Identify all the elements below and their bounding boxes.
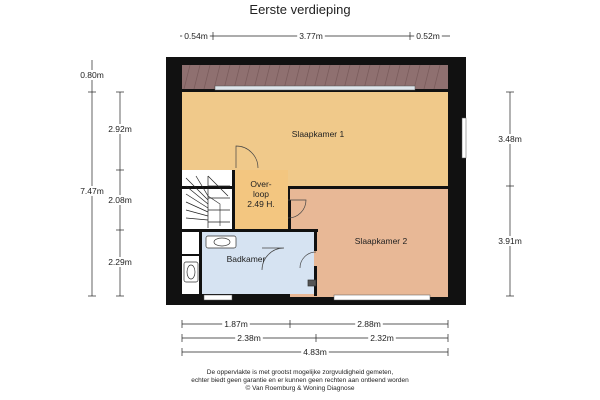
dim-bottom-row1-left: 1.87m <box>224 319 248 329</box>
dim-right-a: 3.48m <box>498 134 522 144</box>
dim-left-a: 2.92m <box>108 124 132 134</box>
dim-left-c: 2.29m <box>108 257 132 267</box>
dim-bottom-total: 4.83m <box>303 347 327 357</box>
label-badkamer: Badkamer <box>226 254 266 264</box>
dim-left-total: 7.47m <box>80 186 104 196</box>
disclaimer <box>0 369 600 393</box>
stair-area <box>182 170 232 230</box>
label-slaapkamer-1: Slaapkamer 1 <box>291 129 345 139</box>
disclaimer-line-1: De oppervlakte is met grootst mogelijke zorgvuldigheid gemeten, <box>206 369 394 376</box>
disclaimer-line-2: echter biedt geen garantie en er kunnen geen rechten aan ontleend worden <box>191 377 409 384</box>
dim-left-top: 0.80m <box>80 70 104 80</box>
label-overloop-1: Over- <box>250 179 272 189</box>
dim-top-left: 0.54m <box>184 31 208 41</box>
dim-bottom-row2-left: 2.38m <box>237 333 261 343</box>
dim-bottom-row1-right: 2.88m <box>357 319 381 329</box>
dim-left-b: 2.08m <box>108 195 132 205</box>
skylight-left <box>215 86 415 90</box>
label-overloop-2: loop <box>252 189 270 199</box>
dim-right <box>506 92 514 296</box>
dim-bottom-row2-right: 2.32m <box>370 333 394 343</box>
floor-title: Eerste verdieping <box>249 2 351 17</box>
label-overloop-height: 2.49 H. <box>247 199 275 209</box>
closet-left <box>182 232 200 254</box>
dim-top-middle: 3.77m <box>299 31 323 41</box>
disclaimer-line-3: © Van Roemburg & Woning Diagnose <box>245 385 355 392</box>
dim-top-right: 0.52m <box>416 31 440 41</box>
label-slaapkamer-2: Slaapkamer 2 <box>354 236 408 246</box>
dim-right-b: 3.91m <box>498 236 522 246</box>
